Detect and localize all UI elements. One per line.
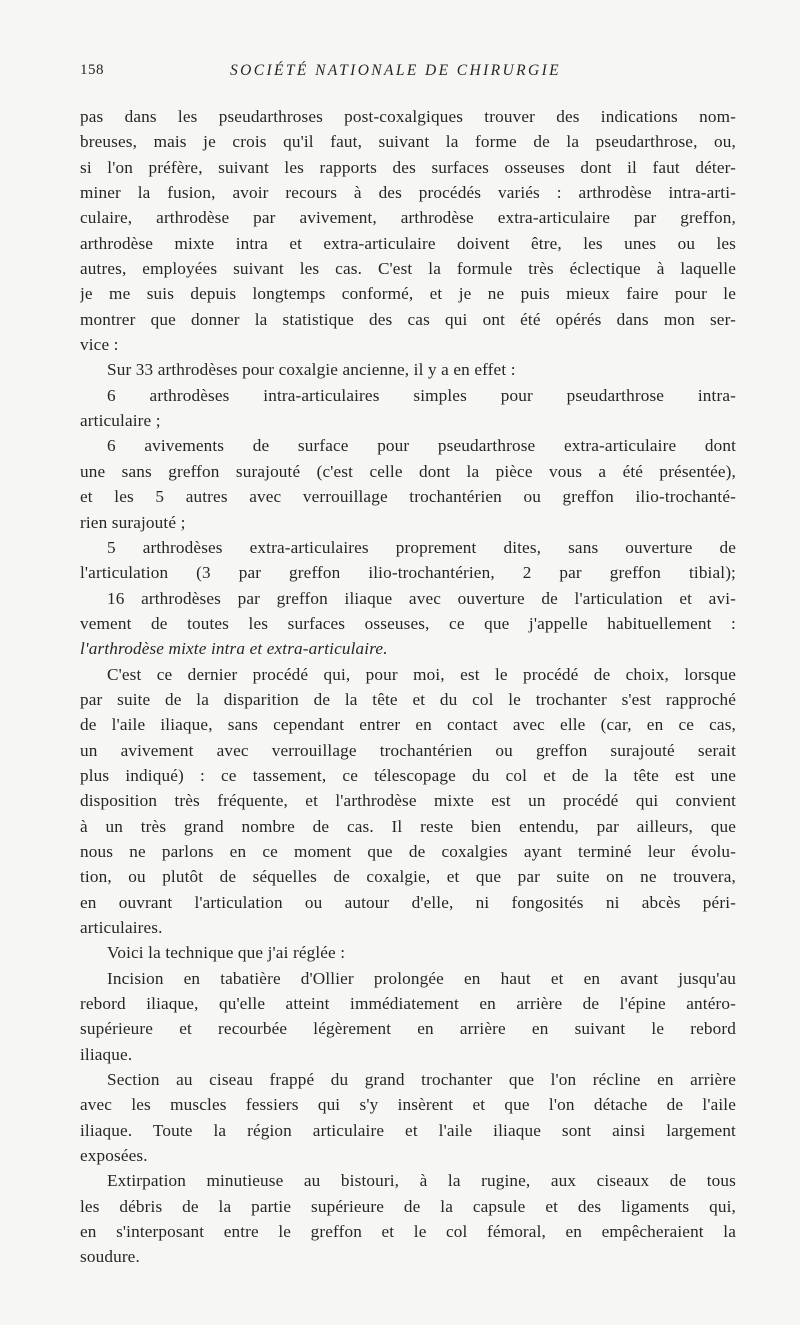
text-line: je me suis depuis longtemps conformé, et je ne puis mieux faire pour le bbox=[80, 284, 736, 304]
text-line: par suite de la disparition de la tête et du col le trochanter s'est rapproché bbox=[80, 689, 736, 709]
text-line: articulaires. bbox=[80, 918, 163, 937]
running-title: SOCIÉTÉ NATIONALE DE CHIRURGIE bbox=[230, 62, 562, 79]
text-line: miner la fusion, avoir recours à des procédés variés : arthrodèse intra-arti- bbox=[80, 183, 736, 203]
text-line: autres, employées suivant les cas. C'est la formule très éclectique à laquelle bbox=[80, 259, 736, 279]
text-line: disposition très fréquente, et l'arthrodèse mixte est un procédé qui convient bbox=[80, 791, 736, 811]
text-line: supérieure et recourbée légèrement en arrière en suivant le rebord bbox=[80, 1019, 736, 1039]
text-line: soudure. bbox=[80, 1247, 140, 1267]
text-line: breuses, mais je crois qu'il faut, suivant la forme de la pseudarthrose, ou, bbox=[80, 132, 736, 152]
text-line: à un très grand nombre de cas. Il reste bien entendu, par ailleurs, que bbox=[80, 816, 736, 836]
text-line: iliaque. Toute la région articulaire et l'aile iliaque sont ainsi largement bbox=[80, 1120, 736, 1140]
text-line: l'articulation (3 par greffon ilio-trochantérien, 2 par greffon tibial); bbox=[80, 563, 736, 583]
text-line: Extirpation minutieuse au bistouri, à la rugine, aux ciseaux de tous bbox=[107, 1171, 736, 1191]
text-line: une sans greffon surajouté (c'est celle dont la pièce vous a été présentée), bbox=[80, 461, 736, 481]
text-line: plus indiqué) : ce tassement, ce télescopage du col et de la tête est une bbox=[80, 765, 736, 785]
text-line: articulaire ; bbox=[80, 411, 161, 431]
text-line: et les 5 autres avec verrouillage trochantérien ou greffon ilio-trochanté- bbox=[80, 487, 736, 507]
text-line: un avivement avec verrouillage trochantérien ou greffon surajouté serait bbox=[80, 740, 736, 760]
text-line: 16 arthrodèses par greffon iliaque avec ouverture de l'articulation et avi- bbox=[107, 588, 736, 608]
text-line: rien surajouté ; bbox=[80, 512, 186, 532]
body-text bbox=[80, 104, 736, 1270]
text-line: Incision en tabatière d'Ollier prolongée en haut et en avant jusqu'au bbox=[107, 968, 736, 988]
text-line: de l'aile iliaque, sans cependant entrer en contact avec elle (car, en ce cas, bbox=[80, 715, 736, 735]
text-line: iliaque. bbox=[80, 1044, 133, 1064]
text-line: l'arthrodèse mixte intra et extra-articulaire. bbox=[80, 639, 388, 659]
text-line: avec les muscles fessiers qui s'y insèrent et que l'on détache de l'aile bbox=[80, 1095, 736, 1115]
text-line: pas dans les pseudarthroses post-coxalgiques trouver des indications nom- bbox=[80, 107, 736, 126]
text-line: 6 avivements de surface pour pseudarthrose extra-articulaire dont bbox=[107, 436, 736, 456]
text-line: 5 arthrodèses extra-articulaires proprement dites, sans ouverture de bbox=[107, 537, 736, 557]
text-line: en s'interposant entre le greffon et le col fémoral, en empêcheraient la bbox=[80, 1222, 736, 1242]
text-line: vice : bbox=[80, 335, 119, 355]
text-line: Section au ciseau frappé du grand trochanter que l'on récline en arrière bbox=[107, 1070, 736, 1090]
text-line: en ouvrant l'articulation ou autour d'elle, ni fongosités ni abcès péri- bbox=[80, 892, 736, 912]
text-line: exposées. bbox=[80, 1146, 148, 1166]
text-line: arthrodèse mixte intra et extra-articulaire doivent être, les unes ou les bbox=[80, 233, 736, 253]
text-line: si l'on préfère, suivant les rapports des surfaces osseuses dont il faut déter- bbox=[80, 157, 736, 177]
text-line: nous ne parlons en ce moment que de coxalgies ayant terminé leur évolu- bbox=[80, 841, 736, 861]
text-line: Voici la technique que j'ai réglée : bbox=[107, 943, 346, 963]
text-line: vement de toutes les surfaces osseuses, ce que j'appelle habituellement : bbox=[80, 613, 736, 633]
text-line: tion, ou plutôt de séquelles de coxalgie, et que par suite on ne trouvera, bbox=[80, 867, 736, 887]
text-line: C'est ce dernier procédé qui, pour moi, est le procédé de choix, lorsque bbox=[107, 664, 736, 684]
text-line: 6 arthrodèses intra-articulaires simples pour pseudarthrose intra- bbox=[107, 385, 736, 405]
page-number: 158 bbox=[80, 62, 104, 78]
text-line: culaire, arthrodèse par avivement, arthrodèse extra-articulaire par greffon, bbox=[80, 208, 736, 228]
text-line: montrer que donner la statistique des cas qui ont été opérés dans mon ser- bbox=[80, 309, 736, 329]
text-line: les débris de la partie supérieure de la capsule et des ligaments qui, bbox=[80, 1196, 736, 1216]
text-line: Sur 33 arthrodèses pour coxalgie ancienne, il y a en effet : bbox=[107, 360, 516, 380]
text-line: rebord iliaque, qu'elle atteint immédiatement en arrière de l'épine antéro- bbox=[80, 994, 736, 1014]
page-header bbox=[80, 62, 736, 86]
